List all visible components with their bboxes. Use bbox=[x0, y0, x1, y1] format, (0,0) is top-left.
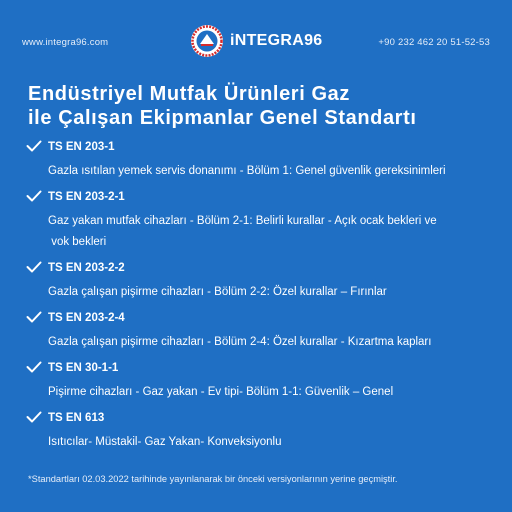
standard-code: TS EN 203-2-2 bbox=[48, 262, 125, 274]
standard-code: TS EN 613 bbox=[48, 412, 105, 424]
list-item bbox=[26, 259, 496, 303]
list-item bbox=[26, 309, 496, 353]
list-item bbox=[26, 409, 496, 453]
standard-code: TS EN 203-1 bbox=[48, 141, 115, 153]
footnote: *Standartları 02.03.2022 tarihinde yayınlanarak bir önceki versiyonlarının yerine geçmiştir. bbox=[28, 474, 398, 484]
header bbox=[0, 0, 512, 80]
description-line: Gazla ısıtılan yemek servis donanımı - Bölüm 1: Genel güvenlik gereksinimleri bbox=[48, 165, 446, 177]
website-link[interactable]: www.integra96.com bbox=[22, 37, 109, 48]
standard-code: TS EN 203-2-1 bbox=[48, 191, 125, 203]
brand-name: iNTEGRA96 bbox=[230, 32, 323, 49]
check-icon bbox=[26, 190, 42, 202]
check-icon bbox=[26, 361, 42, 373]
description-line: Gazla çalışan pişirme cihazları - Bölüm 2-2: Özel kurallar – Fırınlar bbox=[48, 286, 387, 298]
standard-description bbox=[48, 382, 496, 403]
description-line: Isıtıcılar- Müstakil- Gaz Yakan- Konveksiyonlu bbox=[48, 436, 282, 448]
description-line: Pişirme cihazları - Gaz yakan - Ev tipi- Bölüm 1-1: Güvenlik – Genel bbox=[48, 386, 394, 398]
title-line-1: Endüstriyel Mutfak Ürünleri Gaz bbox=[28, 83, 350, 105]
standard-description bbox=[48, 432, 496, 453]
check-icon bbox=[26, 140, 42, 152]
description-line: Gazla çalışan pişirme cihazları - Bölüm 2-4: Özel kurallar - Kızartma kapları bbox=[48, 336, 432, 348]
brand-logo bbox=[190, 24, 323, 58]
list-item bbox=[26, 138, 496, 182]
standards-list bbox=[26, 138, 496, 459]
standard-description bbox=[48, 282, 496, 303]
standard-code: TS EN 30-1-1 bbox=[48, 362, 119, 374]
title-line-2: ile Çalışan Ekipmanlar Genel Standartı bbox=[28, 107, 417, 129]
standard-description bbox=[48, 161, 496, 182]
integra-seal-logo bbox=[190, 24, 224, 58]
standard-code: TS EN 203-2-4 bbox=[48, 312, 125, 324]
page-title bbox=[28, 82, 488, 130]
check-icon bbox=[26, 411, 42, 423]
standard-description bbox=[48, 211, 496, 253]
standard-description bbox=[48, 332, 496, 353]
phone-number[interactable]: +90 232 462 20 51-52-53 bbox=[378, 37, 490, 48]
check-icon bbox=[26, 311, 42, 323]
description-line: vok bekleri bbox=[48, 236, 107, 248]
list-item bbox=[26, 359, 496, 403]
list-item bbox=[26, 188, 496, 253]
description-line: Gaz yakan mutfak cihazları - Bölüm 2-1: Belirli kurallar - Açık ocak bekleri ve bbox=[48, 215, 437, 227]
check-icon bbox=[26, 261, 42, 273]
